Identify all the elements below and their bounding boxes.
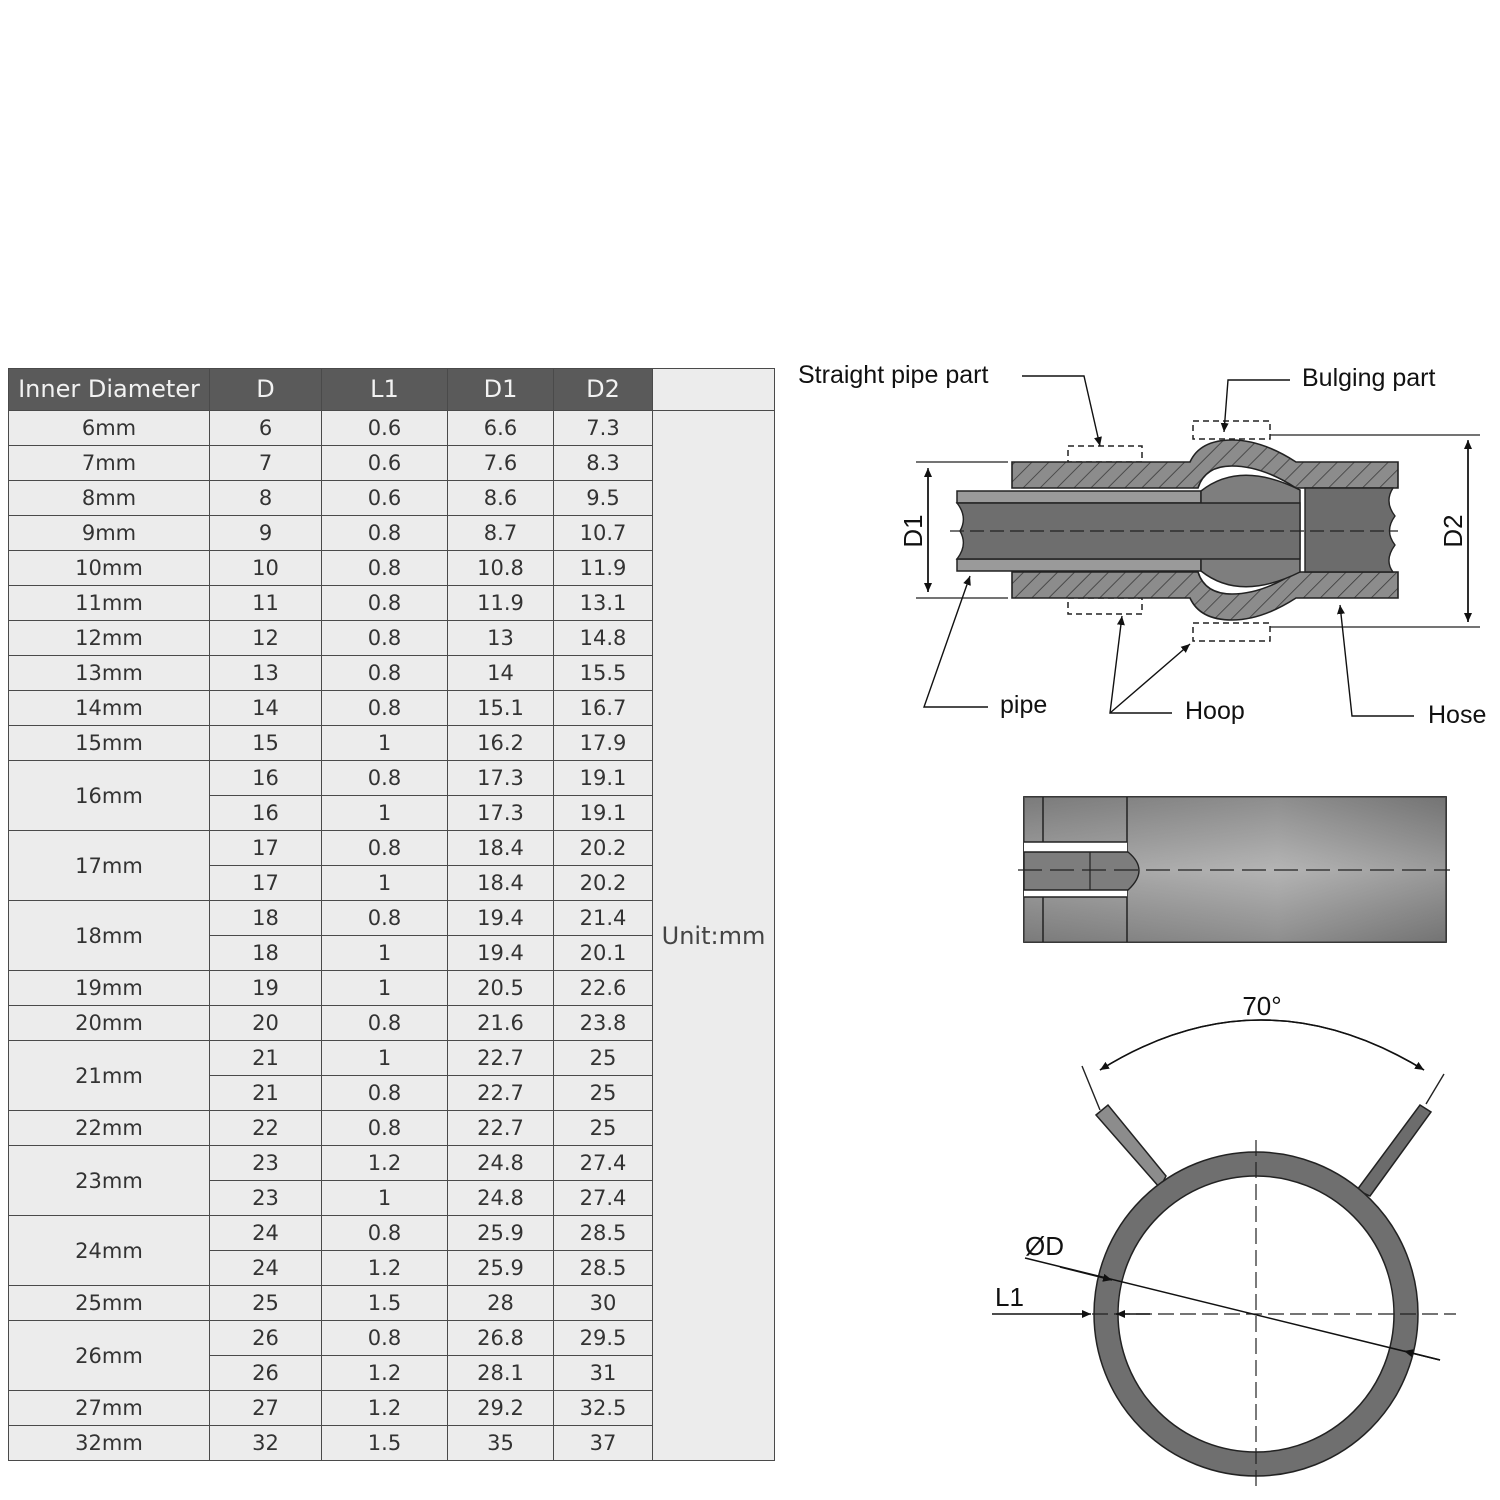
l1-cell: 0.8 (322, 1006, 448, 1041)
inner-diameter-cell: 26mm (9, 1321, 210, 1391)
d2-cell: 31 (554, 1356, 653, 1391)
l1-cell: 0.8 (322, 551, 448, 586)
d1-cell: 17.3 (448, 796, 554, 831)
d1-cell: 14 (448, 656, 554, 691)
d1-cell: 19.4 (448, 901, 554, 936)
d2-cell: 17.9 (554, 726, 653, 761)
d1-cell: 20.5 (448, 971, 554, 1006)
inner-diameter-cell: 7mm (9, 446, 210, 481)
section-view (798, 361, 1486, 729)
d2-cell: 25 (554, 1111, 653, 1146)
d-cell: 8 (210, 481, 322, 516)
d2-cell: 14.8 (554, 621, 653, 656)
d-cell: 18 (210, 936, 322, 971)
hose-label: Hose (1428, 701, 1487, 729)
d-cell: 16 (210, 761, 322, 796)
d2-cell: 9.5 (554, 481, 653, 516)
l1-cell: 1.5 (322, 1426, 448, 1461)
d2-cell: 20.1 (554, 936, 653, 971)
inner-diameter-cell: 23mm (9, 1146, 210, 1216)
d2-cell: 27.4 (554, 1146, 653, 1181)
d1-cell: 29.2 (448, 1391, 554, 1426)
d1-cell: 6.6 (448, 411, 554, 446)
d-cell: 22 (210, 1111, 322, 1146)
d1-cell: 13 (448, 621, 554, 656)
l1-cell: 0.8 (322, 621, 448, 656)
d-cell: 25 (210, 1286, 322, 1321)
pipe-label: pipe (1000, 691, 1048, 719)
d-cell: 10 (210, 551, 322, 586)
d-cell: 15 (210, 726, 322, 761)
d1-cell: 11.9 (448, 586, 554, 621)
d2-cell: 13.1 (554, 586, 653, 621)
d-cell: 6 (210, 411, 322, 446)
d1-cell: 10.8 (448, 551, 554, 586)
d2-cell: 30 (554, 1286, 653, 1321)
straight-pipe-part-label: Straight pipe part (798, 361, 989, 389)
d-cell: 23 (210, 1181, 322, 1216)
inner-diameter-cell: 9mm (9, 516, 210, 551)
d-cell: 11 (210, 586, 322, 621)
l1-cell: 0.8 (322, 1216, 448, 1251)
inner-diameter-cell: 17mm (9, 831, 210, 901)
inner-diameter-cell: 14mm (9, 691, 210, 726)
inner-diameter-cell: 10mm (9, 551, 210, 586)
d1-dimension-label: D1 (898, 514, 928, 548)
d-cell: 24 (210, 1216, 322, 1251)
d1-cell: 35 (448, 1426, 554, 1461)
d2-cell: 37 (554, 1426, 653, 1461)
d2-cell: 22.6 (554, 971, 653, 1006)
inner-diameter-cell: 6mm (9, 411, 210, 446)
d-cell: 16 (210, 796, 322, 831)
header-l1: L1 (322, 369, 448, 411)
d1-cell: 15.1 (448, 691, 554, 726)
l1-cell: 1 (322, 971, 448, 1006)
d-cell: 13 (210, 656, 322, 691)
d1-cell: 26.8 (448, 1321, 554, 1356)
unit-label: Unit:mm (653, 411, 775, 1461)
l1-cell: 0.6 (322, 481, 448, 516)
d-cell: 12 (210, 621, 322, 656)
l1-cell: 0.8 (322, 691, 448, 726)
d2-cell: 21.4 (554, 901, 653, 936)
d2-cell: 28.5 (554, 1251, 653, 1286)
d-cell: 14 (210, 691, 322, 726)
d2-cell: 19.1 (554, 761, 653, 796)
inner-diameter-cell: 32mm (9, 1426, 210, 1461)
l1-cell: 0.8 (322, 831, 448, 866)
l1-cell: 0.8 (322, 761, 448, 796)
d-cell: 21 (210, 1076, 322, 1111)
header-d2: D2 (554, 369, 653, 411)
d2-cell: 8.3 (554, 446, 653, 481)
d2-cell: 23.8 (554, 1006, 653, 1041)
header-inner-diameter: Inner Diameter (9, 369, 210, 411)
band-side-view (1018, 797, 1450, 942)
inner-diameter-cell: 22mm (9, 1111, 210, 1146)
d-cell: 26 (210, 1321, 322, 1356)
d1-cell: 22.7 (448, 1076, 554, 1111)
d1-cell: 25.9 (448, 1251, 554, 1286)
d-cell: 21 (210, 1041, 322, 1076)
d1-cell: 17.3 (448, 761, 554, 796)
inner-diameter-cell: 8mm (9, 481, 210, 516)
d1-cell: 18.4 (448, 866, 554, 901)
header-d1: D1 (448, 369, 554, 411)
d1-cell: 28 (448, 1286, 554, 1321)
l1-cell: 0.8 (322, 586, 448, 621)
bulging-part-label: Bulging part (1302, 364, 1436, 392)
d2-cell: 7.3 (554, 411, 653, 446)
d2-dimension-label: D2 (1438, 514, 1468, 548)
l1-cell: 1 (322, 866, 448, 901)
inner-diameter-cell: 25mm (9, 1286, 210, 1321)
d2-cell: 25 (554, 1076, 653, 1111)
d1-cell: 21.6 (448, 1006, 554, 1041)
d2-cell: 27.4 (554, 1181, 653, 1216)
l1-cell: 0.8 (322, 656, 448, 691)
l1-cell: 1.2 (322, 1356, 448, 1391)
d1-cell: 8.6 (448, 481, 554, 516)
inner-diameter-cell: 24mm (9, 1216, 210, 1286)
d-cell: 26 (210, 1356, 322, 1391)
angle-label: 70° (1242, 991, 1282, 1021)
inner-diameter-cell: 12mm (9, 621, 210, 656)
d-cell: 9 (210, 516, 322, 551)
d1-cell: 22.7 (448, 1041, 554, 1076)
d-cell: 19 (210, 971, 322, 1006)
inner-diameter-cell: 16mm (9, 761, 210, 831)
d-cell: 24 (210, 1251, 322, 1286)
l1-cell: 1.2 (322, 1146, 448, 1181)
d2-cell: 20.2 (554, 831, 653, 866)
d2-cell: 15.5 (554, 656, 653, 691)
l1-cell: 1.2 (322, 1251, 448, 1286)
inner-diameter-cell: 15mm (9, 726, 210, 761)
l1-cell: 1 (322, 1041, 448, 1076)
d1-cell: 25.9 (448, 1216, 554, 1251)
hoop-label: Hoop (1185, 697, 1245, 725)
d-cell: 20 (210, 1006, 322, 1041)
d2-cell: 11.9 (554, 551, 653, 586)
header-d: D (210, 369, 322, 411)
l1-cell: 1.2 (322, 1391, 448, 1426)
d1-cell: 24.8 (448, 1146, 554, 1181)
d1-cell: 18.4 (448, 831, 554, 866)
inner-diameter-cell: 20mm (9, 1006, 210, 1041)
d-cell: 7 (210, 446, 322, 481)
d-cell: 23 (210, 1146, 322, 1181)
inner-diameter-cell: 27mm (9, 1391, 210, 1426)
d-cell: 18 (210, 901, 322, 936)
d1-cell: 19.4 (448, 936, 554, 971)
d2-cell: 29.5 (554, 1321, 653, 1356)
d1-cell: 22.7 (448, 1111, 554, 1146)
d-cell: 27 (210, 1391, 322, 1426)
inner-diameter-cell: 19mm (9, 971, 210, 1006)
d2-cell: 20.2 (554, 866, 653, 901)
l1-cell: 0.6 (322, 446, 448, 481)
d2-cell: 28.5 (554, 1216, 653, 1251)
l1-cell: 1.5 (322, 1286, 448, 1321)
d2-cell: 10.7 (554, 516, 653, 551)
l1-cell: 1 (322, 726, 448, 761)
d2-cell: 25 (554, 1041, 653, 1076)
d-cell: 32 (210, 1426, 322, 1461)
inner-diameter-cell: 13mm (9, 656, 210, 691)
d-cell: 17 (210, 831, 322, 866)
l1-cell: 1 (322, 936, 448, 971)
l1-cell: 0.8 (322, 1321, 448, 1356)
d1-cell: 8.7 (448, 516, 554, 551)
l1-cell: 1 (322, 1181, 448, 1216)
d1-cell: 7.6 (448, 446, 554, 481)
diameter-label: ØD (1025, 1231, 1064, 1261)
d2-cell: 32.5 (554, 1391, 653, 1426)
d1-cell: 28.1 (448, 1356, 554, 1391)
l1-cell: 0.8 (322, 1111, 448, 1146)
l1-cell: 0.8 (322, 1076, 448, 1111)
inner-diameter-cell: 21mm (9, 1041, 210, 1111)
d-cell: 17 (210, 866, 322, 901)
l1-label: L1 (995, 1282, 1024, 1312)
d2-cell: 19.1 (554, 796, 653, 831)
l1-cell: 0.8 (322, 901, 448, 936)
l1-cell: 1 (322, 796, 448, 831)
ring-view (992, 991, 1456, 1490)
inner-diameter-cell: 11mm (9, 586, 210, 621)
inner-diameter-cell: 18mm (9, 901, 210, 971)
l1-cell: 0.6 (322, 411, 448, 446)
l1-cell: 0.8 (322, 516, 448, 551)
d2-cell: 16.7 (554, 691, 653, 726)
d1-cell: 24.8 (448, 1181, 554, 1216)
d1-cell: 16.2 (448, 726, 554, 761)
